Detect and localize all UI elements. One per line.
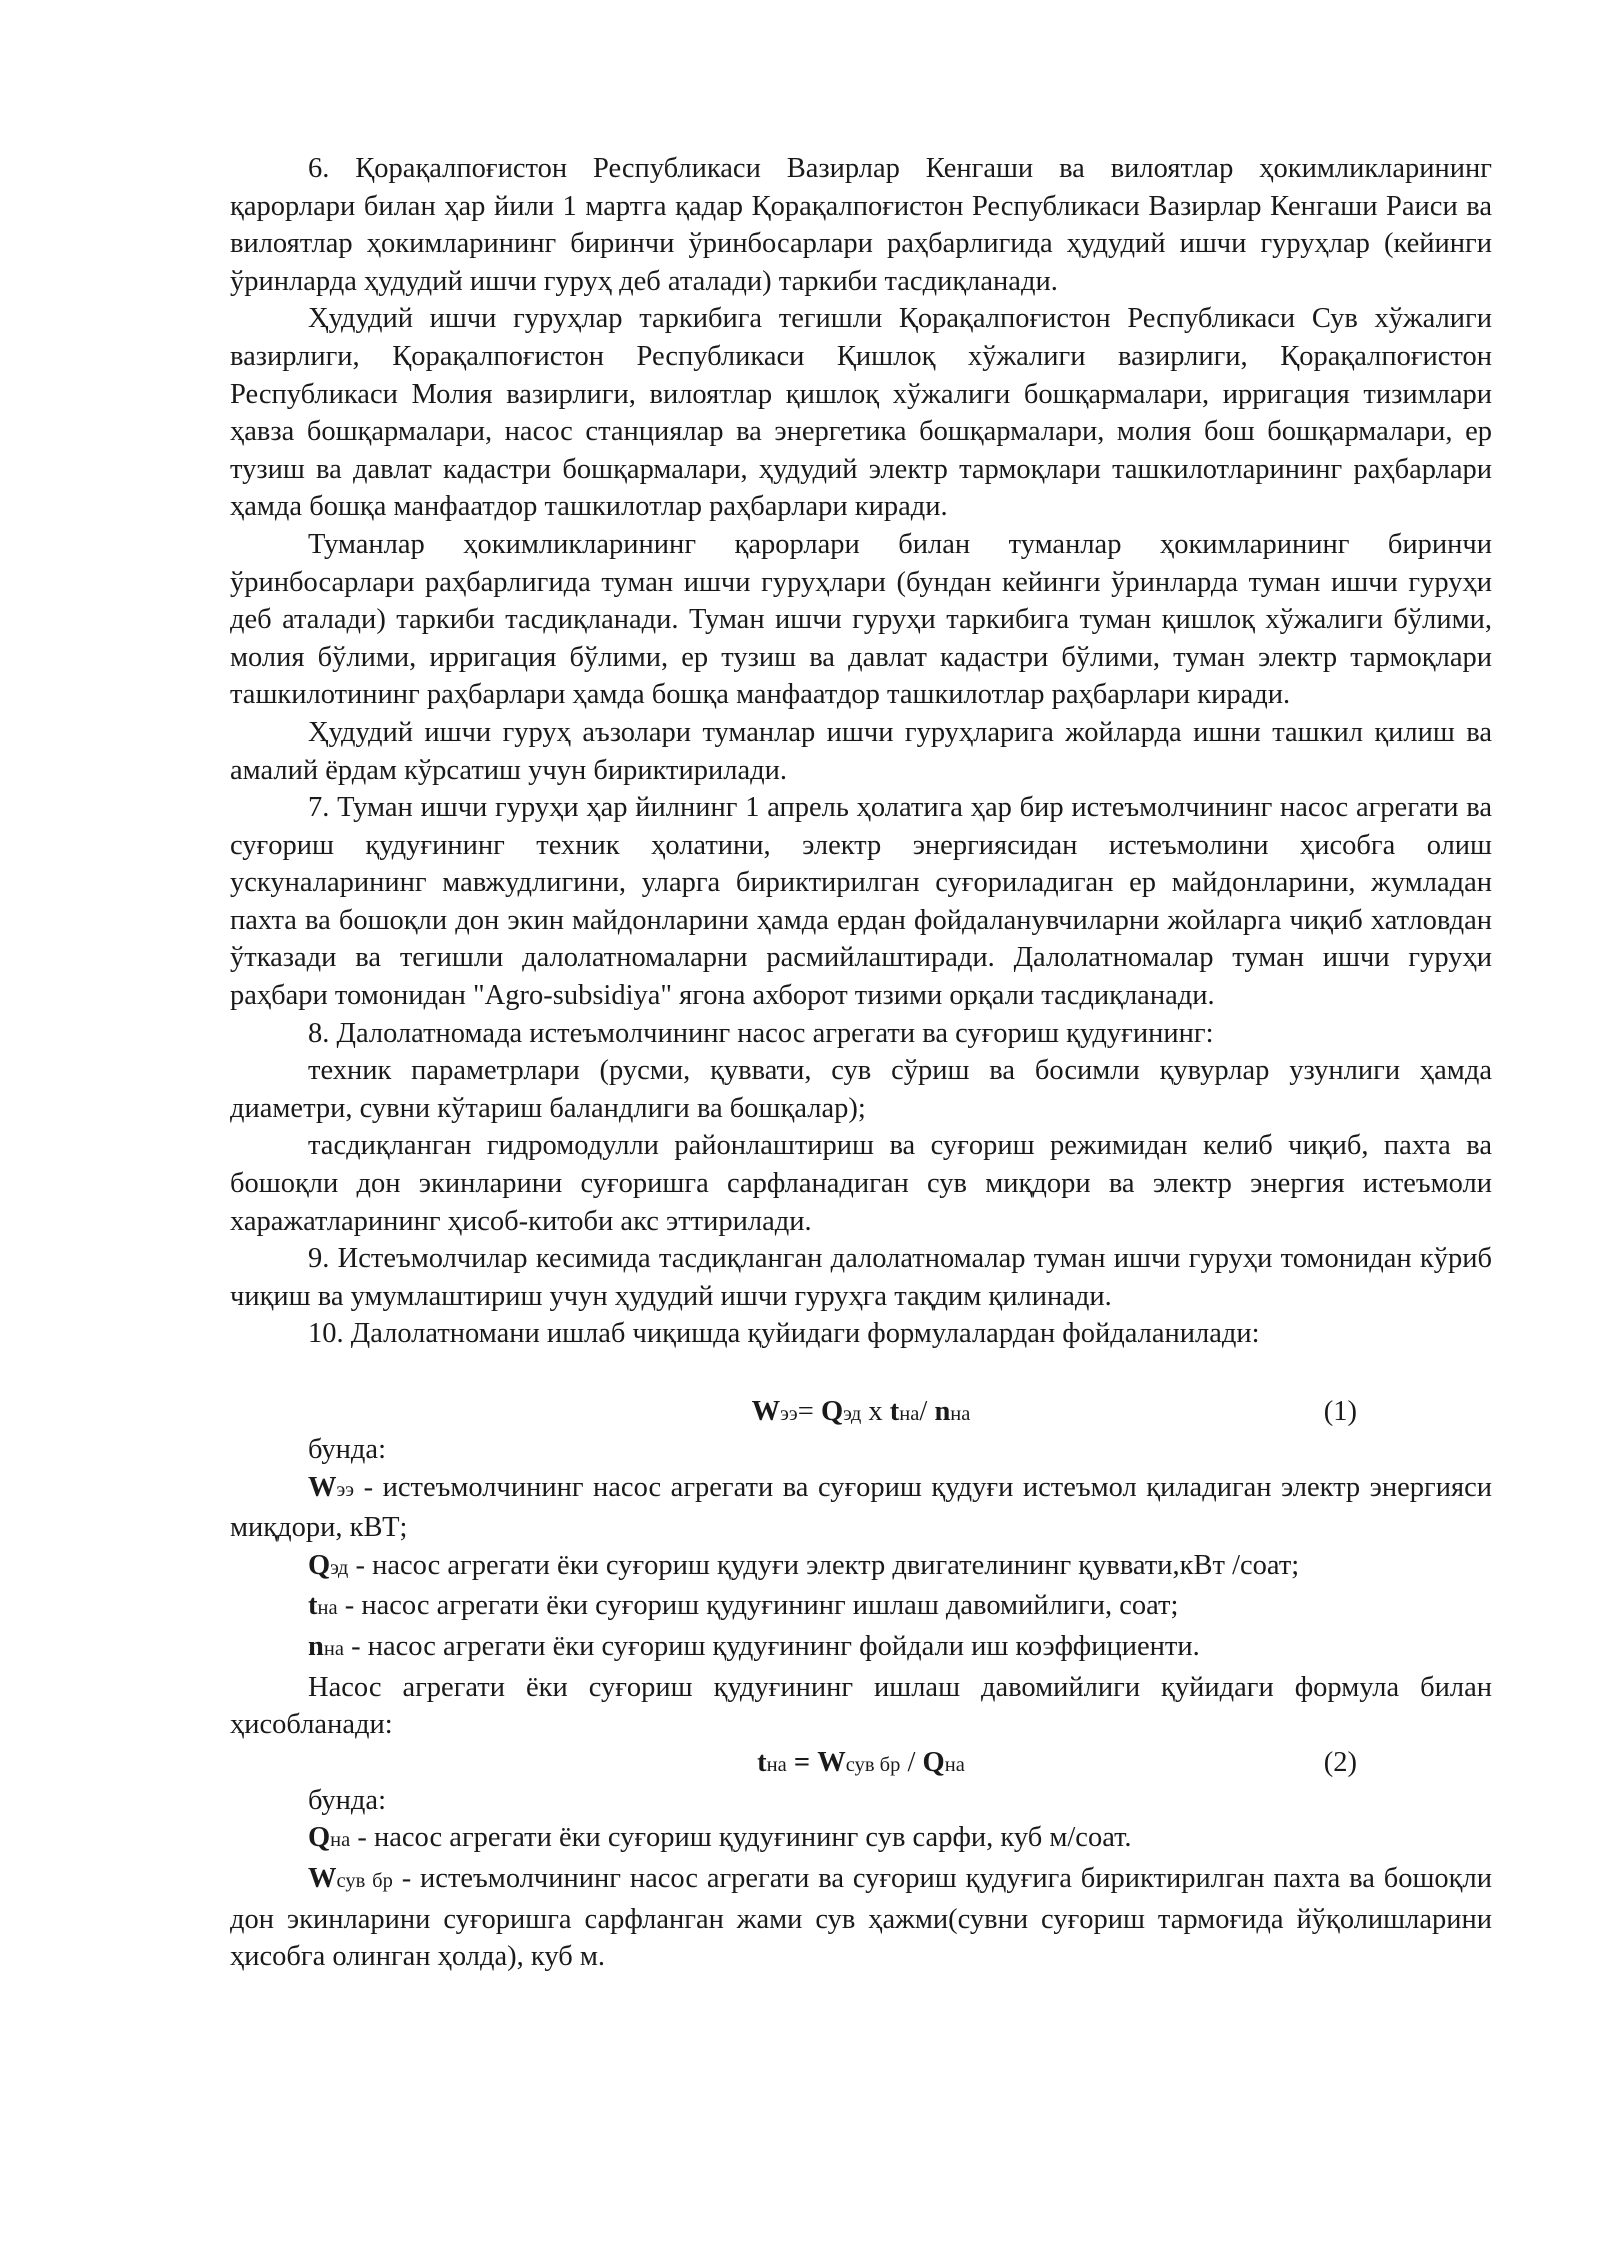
formula-2-slash: / — [900, 1746, 923, 1778]
legend-1-n-sub: на — [323, 1637, 344, 1660]
legend-2-w-sub: сув бр — [336, 1869, 393, 1892]
paragraph-8-calculation: тасдиқланган гидромодулли районлаштириш ва суғориш режимидан келиб чиқиб, пахта ва бошоқли дон экинларини суғоришга сарфланадиган сув миқдори ва электр энергия истеъмоли харажатларининг ҳисоб-китоби акс эттирилади. — [230, 1130, 1492, 1237]
legend-1-q-text: - насос агрегати ёки суғориш қудуғи электр двигателининг қуввати,кВт /соат; — [348, 1549, 1300, 1581]
formula-2-q: Q — [922, 1746, 945, 1778]
legend-2-bunda: бунда: — [308, 1784, 386, 1816]
legend-1-n-text: - насос агрегати ёки суғориш қудуғининг фойдали иш коэффициенти. — [343, 1630, 1200, 1662]
legend-2-q-sub: на — [330, 1829, 351, 1852]
formula-1-eq: = — [797, 1396, 821, 1427]
document-page — [230, 150, 1492, 1976]
formula-1-q-sub: эд — [843, 1403, 862, 1425]
formula-1-n: n — [934, 1396, 951, 1427]
paragraph-8-technical: техник параметрлари (русми, қуввати, сув сўриш ва босимли қувурлар узунлиги ҳамда диаметри, сувни кўтариш баландлиги ва бошқалар); — [230, 1055, 1492, 1124]
formula-1-t: t — [889, 1396, 900, 1427]
formula-2 — [230, 1744, 1492, 1782]
legend-2-q-text: - насос агрегати ёки суғориш қудуғининг сув сарфи, куб м/соат. — [350, 1822, 1132, 1854]
formula-1-q: Q — [820, 1396, 844, 1427]
legend-1-t — [230, 1587, 1492, 1628]
paragraph-10: 10. Далолатномани ишлаб чиқишда қуйидаги формулалардан фойдаланилади: — [308, 1318, 1260, 1350]
legend-1-q — [230, 1547, 1492, 1588]
formula-2-t: t — [757, 1746, 767, 1778]
formula-2-w-sub: сув бр — [845, 1753, 901, 1776]
formula-1-number: (1) — [1323, 1396, 1357, 1427]
formula-2-number: (2) — [1323, 1746, 1357, 1778]
legend-1-w — [230, 1469, 1492, 1547]
legend-1-q-sub: эд — [330, 1556, 349, 1579]
legend-1-w-text: - истеъмолчининг насос агрегати ва суғориш қудуғи истеъмол қиладиган электр энергияси миқдори, кВТ; — [230, 1471, 1492, 1544]
legend-2-q — [230, 1819, 1492, 1860]
formula-2-w: W — [817, 1746, 846, 1778]
legend-1-t-sub: на — [317, 1597, 338, 1620]
formula-1-w: W — [751, 1396, 781, 1427]
paragraph-7: 7. Туман ишчи гуруҳи ҳар йилнинг 1 апрель ҳолатига ҳар бир истеъмолчининг насос агрегати ва суғориш қудуғининг техник ҳолатини, электр энергиясидан истеъмолини ҳисобга олиш ускуналарининг мавжудлигини, уларга бириктирилган суғориладиган ер майдонларини, жумладан пахта ва бошоқли дон экин майдонларини ҳамда ердан фойдаланувчиларни жойларга чиқиб хатловдан ўтказади ва тегишли далолатномаларни расмийлаштиради. Далолатномалар туман ишчи гуруҳи раҳбари томонидан "Agro-subsidiya" ягона ахборот тизими орқали тасдиқланади. — [230, 792, 1492, 1012]
legend-2-q-sym: Q — [308, 1822, 331, 1854]
legend-2-w-sym: W — [308, 1862, 337, 1894]
formula-1-t-sub: на — [899, 1403, 920, 1425]
paragraph-6-district: Туманлар ҳокимликларининг қарорлари билан туманлар ҳокимларининг биринчи ўринбосарлари раҳбарлигида туман ишчи гуруҳлари (бундан кейинги ўринларда туман ишчи гуруҳи деб аталади) таркиби тасдиқланади. Туман ишчи гуруҳи таркибига туман қишлоқ хўжалиги бўлими, молия бўлими, ирригация бўлими, ер тузиш ва давлат кадастри бўлими, туман электр тармоқлари ташкилотининг раҳбарлари ҳамда бошқа манфаатдор ташкилотлар раҳбарлари киради. — [230, 528, 1492, 711]
paragraph-6-composition: Ҳудудий ишчи гуруҳлар таркибига тегишли Қорақалпоғистон Республикаси Сув хўжалиги вазирлиги, Қорақалпоғистон Республикаси Қишлоқ хўжалиги вазирлиги, Қорақалпоғистон Республикаси Молия вазирлиги, вилоятлар қишлоқ хўжалиги бошқармалари, ирригация тизимлари ҳавза бошқармалари, насос станциялар ва энергетика бошқармалари, молия бош бошқармалари, ер тузиш ва давлат кадастри бошқармалари, ҳудудий электр тармоқлари ташкилотларининг раҳбарлари ҳамда бошқа манфаатдор ташкилотлар раҳбарлари киради. — [230, 303, 1492, 523]
paragraph-9: 9. Истеъмолчилар кесимида тасдиқланган далолатномалар туман ишчи гуруҳи томонидан кўриб чиқиш ва умумлаштириш учун ҳудудий ишчи гуруҳга тақдим қилинади. — [230, 1243, 1492, 1312]
formula-1-slash: / — [919, 1396, 935, 1427]
formula-1-x: x — [861, 1396, 890, 1427]
legend-1-t-text: - насос агрегати ёки суғориш қудуғининг ишлаш давомийлиги, соат; — [337, 1590, 1179, 1622]
legend-1-n — [230, 1628, 1492, 1669]
paragraph-6: 6. Қорақалпоғистон Республикаси Вазирлар Кенгаши ва вилоятлар ҳокимликларининг қарорлари билан ҳар йили 1 мартга қадар Қорақалпоғистон Республикаси Вазирлар Кенгаши Раиси ва вилоятлар ҳокимларининг биринчи ўринбосарлари раҳбарлигида ҳудудий ишчи гуруҳлар (кейинги ўринларда ҳудудий ишчи гуруҳ деб аталади) таркиби тасдиқланади. — [230, 153, 1492, 297]
legend-1-w-sym: W — [308, 1471, 337, 1503]
legend-1-w-sub: ээ — [336, 1478, 355, 1501]
legend-2-w-text: - истеъмолчининг насос агрегати ва суғориш қудуғига бириктирилган пахта ва бошоқли дон экинларини суғоришга сарфланган жами сув ҳажми(сувни суғориш тармоғида йўқолишларини ҳисобга олинган ҳолда), куб м. — [230, 1862, 1492, 1973]
legend-1-bunda: бунда: — [308, 1434, 386, 1465]
paragraph-6-members: Ҳудудий ишчи гуруҳ аъзолари туманлар ишчи гуруҳларига жойларда ишни ташкил қилиш ва амалий ёрдам кўрсатиш учун бириктирилади. — [230, 716, 1492, 786]
formula-1-n-sub: на — [950, 1403, 971, 1425]
paragraph-8: 8. Далолатномада истеъмолчининг насос агрегати ва суғориш қудуғининг: — [308, 1017, 1214, 1049]
formula-1 — [230, 1393, 1492, 1431]
legend-2-w — [230, 1860, 1492, 1976]
legend-1-q-sym: Q — [308, 1549, 331, 1581]
formula-1-w-sub: ээ — [780, 1403, 798, 1425]
formula-2-eq: = — [786, 1746, 818, 1778]
formula-2-t-sub: на — [766, 1753, 787, 1776]
legend-1-n-sym: n — [308, 1630, 324, 1662]
formula-2-q-sub: на — [944, 1753, 965, 1776]
formula-2-intro: Насос агрегати ёки суғориш қудуғининг ишлаш давомийлиги қуйидаги формула билан ҳисобланади: — [230, 1671, 1492, 1741]
legend-1-t-sym: t — [308, 1590, 318, 1622]
